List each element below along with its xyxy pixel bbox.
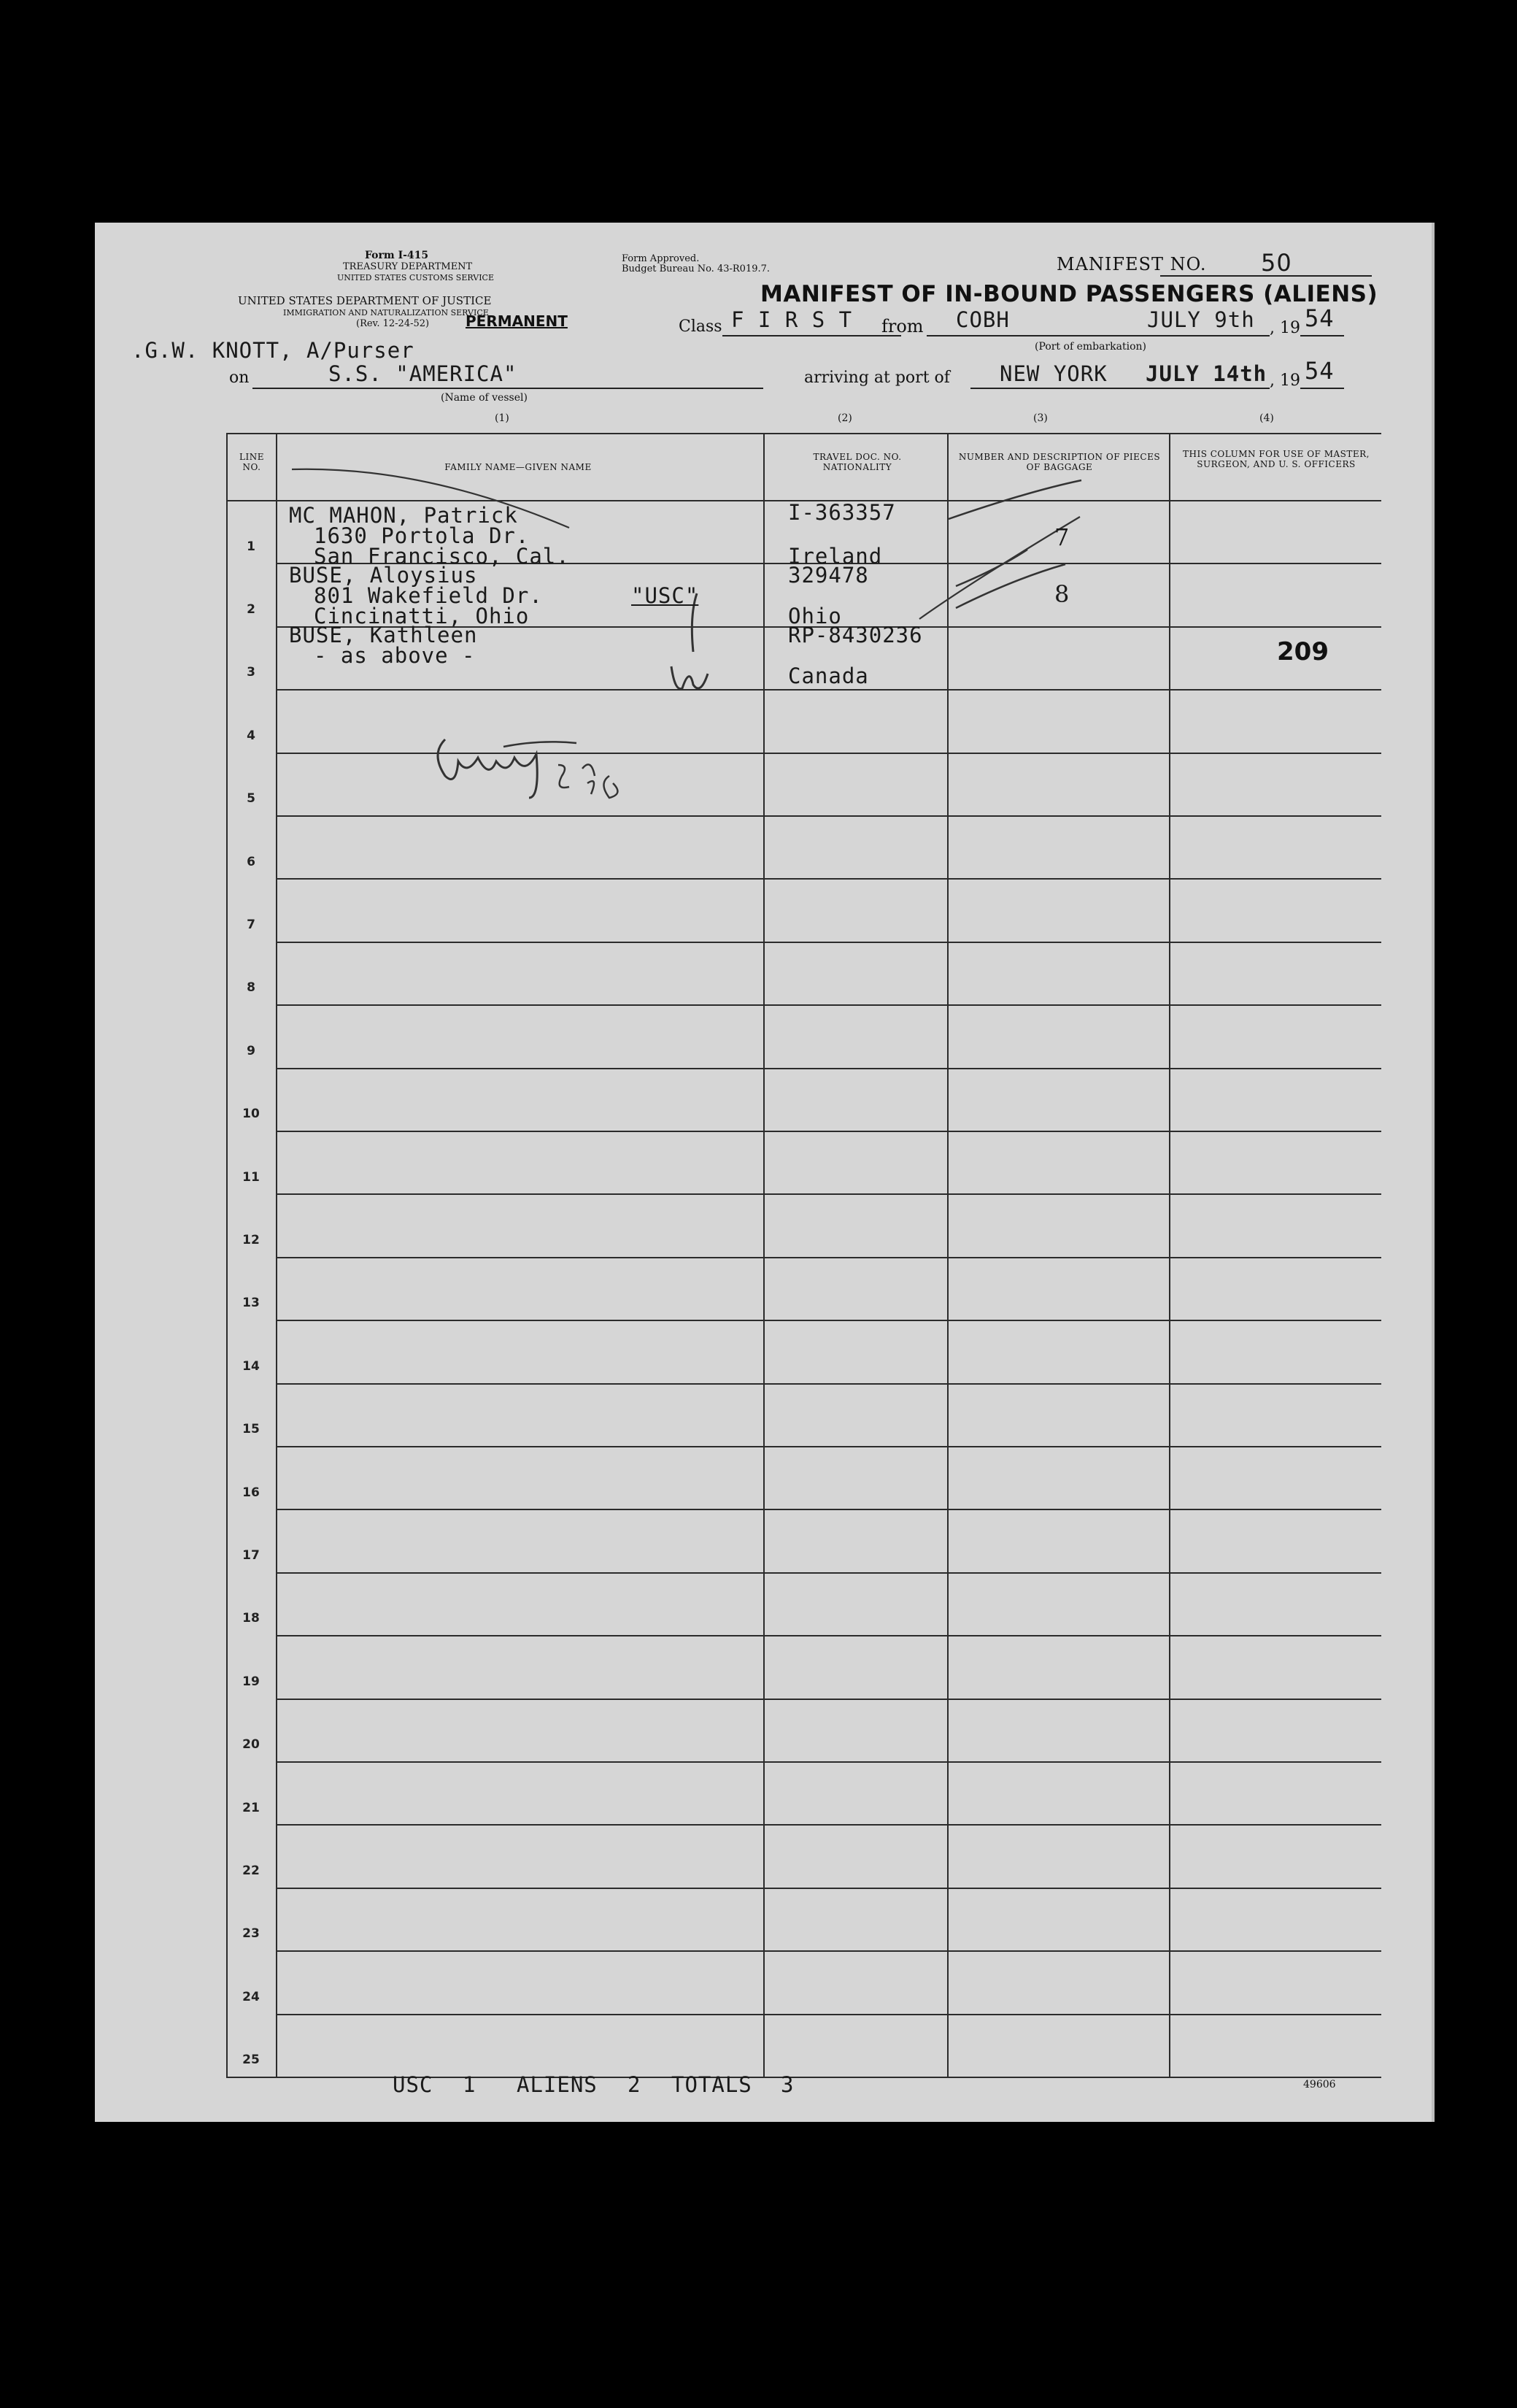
year-line-2 — [1300, 388, 1344, 389]
row-divider — [276, 1572, 1381, 1574]
entry-2-name: BUSE, Aloysius — [289, 563, 478, 588]
manifest-title: MANIFEST OF IN-BOUND PASSENGERS (ALIENS) — [760, 281, 1378, 307]
row-number: 22 — [242, 1863, 260, 1878]
row-number: 25 — [242, 2053, 260, 2068]
entry-3-officer-note: 209 — [1277, 637, 1329, 666]
manifest-sheet — [95, 223, 1435, 2122]
row-divider — [276, 1446, 1381, 1447]
row-number: 10 — [242, 1107, 260, 1122]
row-number: 16 — [242, 1485, 260, 1500]
depart-date: JULY 9th — [1147, 307, 1255, 332]
dept-justice: UNITED STATES DEPARTMENT OF JUSTICE — [238, 294, 492, 307]
row-divider — [276, 1068, 1381, 1069]
manifest-no-line — [1160, 275, 1372, 277]
entry-2-addr2: Cincinatti, Ohio — [314, 604, 530, 628]
row-divider — [276, 1635, 1381, 1636]
col-num-4: (4) — [1259, 412, 1274, 424]
entry-2-baggage: 8 — [1054, 580, 1070, 608]
totals-aliens-label: ALIENS — [517, 2072, 598, 2097]
entry-3-name: BUSE, Kathleen — [289, 623, 478, 647]
year-line — [1300, 335, 1344, 336]
header-line-no: LINE NO. — [239, 452, 264, 472]
arriving-label: arriving at port of — [804, 369, 950, 387]
row-number: 6 — [247, 854, 255, 869]
vessel-name: S.S. "AMERICA" — [328, 361, 517, 386]
entry-3-doc: RP-8430236 — [788, 623, 923, 647]
totals-aliens: 2 — [628, 2072, 641, 2097]
entry-2-usc-note: "USC" — [631, 583, 699, 608]
entry-3-nationality: Canada — [788, 663, 869, 688]
manifest-grid — [226, 433, 1381, 2078]
row-divider — [276, 1257, 1381, 1258]
customs-service: UNITED STATES CUSTOMS SERVICE — [337, 273, 494, 282]
entry-1-nationality: Ireland — [788, 544, 883, 569]
row-divider — [276, 1131, 1381, 1132]
row-number: 14 — [242, 1358, 260, 1374]
row-number: 5 — [247, 791, 255, 807]
row-number: 12 — [242, 1232, 260, 1247]
row-number: 13 — [242, 1296, 260, 1311]
col-num-2: (2) — [838, 412, 852, 424]
officer-name: .G.W. KNOTT, A/Purser — [131, 338, 414, 363]
class-value: F I R S T — [731, 307, 853, 332]
on-label: on — [229, 369, 250, 387]
row-number: 23 — [242, 1926, 260, 1942]
row-number: 8 — [247, 980, 255, 996]
port-embark-caption: (Port of embarkation) — [1035, 341, 1146, 353]
arrival-port: NEW YORK — [1000, 361, 1108, 386]
row-divider — [276, 2014, 1381, 2015]
from-line — [927, 335, 1270, 336]
class-line — [722, 335, 901, 336]
header-officers: THIS COLUMN FOR USE OF MASTER, SURGEON, AND U. S. OFFICERS — [1183, 449, 1370, 469]
entry-2-nationality: Ohio — [788, 604, 842, 628]
row-divider — [276, 1950, 1381, 1952]
print-code: 49606 — [1303, 2079, 1336, 2090]
header-travel-doc: TRAVEL DOC. NO. NATIONALITY — [813, 452, 902, 472]
year-2: 54 — [1305, 357, 1335, 385]
manifest-number: 50 — [1261, 249, 1292, 277]
entry-1-doc: I-363357 — [788, 500, 896, 525]
year-prefix-2: , 19 — [1270, 372, 1300, 390]
row-number: 15 — [242, 1422, 260, 1437]
row-divider — [276, 1193, 1381, 1195]
entry-2-doc: 329478 — [788, 563, 869, 588]
budget-bureau: Budget Bureau No. 43-R019.7. — [622, 264, 771, 274]
row-number: 4 — [247, 728, 255, 743]
totals-label: TOTALS — [671, 2072, 752, 2097]
entry-1-addr2: San Francisco, Cal. — [314, 544, 570, 569]
manifest-no-label: MANIFEST NO. — [1057, 254, 1207, 274]
totals-usc: 1 — [463, 2072, 476, 2097]
embark-port: COBH — [956, 307, 1010, 332]
col-num-3: (3) — [1033, 412, 1048, 424]
row-divider — [276, 1383, 1381, 1385]
class-label: Class — [679, 318, 722, 336]
treasury-dept: TREASURY DEPARTMENT — [343, 261, 473, 272]
row-number: 3 — [247, 665, 255, 680]
row-divider — [276, 1509, 1381, 1510]
row-number: 7 — [247, 917, 255, 932]
row-divider — [276, 1699, 1381, 1700]
row-number: 1 — [247, 539, 255, 554]
totals-value: 3 — [781, 2072, 795, 2097]
row-number: 19 — [242, 1674, 260, 1689]
entry-1-addr1: 1630 Portola Dr. — [314, 523, 530, 548]
col-num-1: (1) — [495, 412, 509, 424]
header-baggage: NUMBER AND DESCRIPTION OF PIECES OF BAGGAGE — [958, 452, 1161, 472]
form-number: Form I-415 — [365, 250, 429, 261]
row-number: 24 — [242, 1989, 260, 2004]
row-number: 9 — [247, 1043, 255, 1058]
form-approved: Form Approved. — [622, 253, 700, 264]
row-divider — [276, 1761, 1381, 1763]
entry-1-baggage: 7 — [1054, 523, 1070, 551]
row-divider — [276, 1888, 1381, 1889]
row-number: 2 — [247, 601, 255, 617]
from-label: from — [881, 316, 924, 336]
revision-date: (Rev. 12-24-52) — [356, 318, 430, 329]
entry-1-name: MC MAHON, Patrick — [289, 503, 518, 528]
totals-usc-label: USC — [393, 2072, 433, 2097]
row-number: 20 — [242, 1737, 260, 1753]
row-number: 21 — [242, 1800, 260, 1815]
ins-service: IMMIGRATION AND NATURALIZATION SERVICE — [283, 308, 489, 318]
header-name: FAMILY NAME—GIVEN NAME — [444, 462, 592, 472]
row-divider — [276, 1320, 1381, 1321]
arriving-line — [970, 388, 1270, 389]
row-divider — [276, 1824, 1381, 1826]
row-number: 17 — [242, 1547, 260, 1563]
entry-3-addr1: - as above - — [314, 643, 476, 668]
entry-2-addr1: 801 Wakefield Dr. — [314, 583, 543, 608]
year-prefix: , 19 — [1270, 319, 1300, 337]
vessel-caption: (Name of vessel) — [441, 392, 528, 404]
row-number: 18 — [242, 1611, 260, 1626]
arrival-date: JULY 14th — [1146, 361, 1267, 386]
permanent-label: PERMANENT — [466, 312, 568, 330]
row-number: 11 — [242, 1169, 260, 1185]
year-1: 54 — [1305, 304, 1335, 332]
vessel-line — [252, 388, 763, 389]
